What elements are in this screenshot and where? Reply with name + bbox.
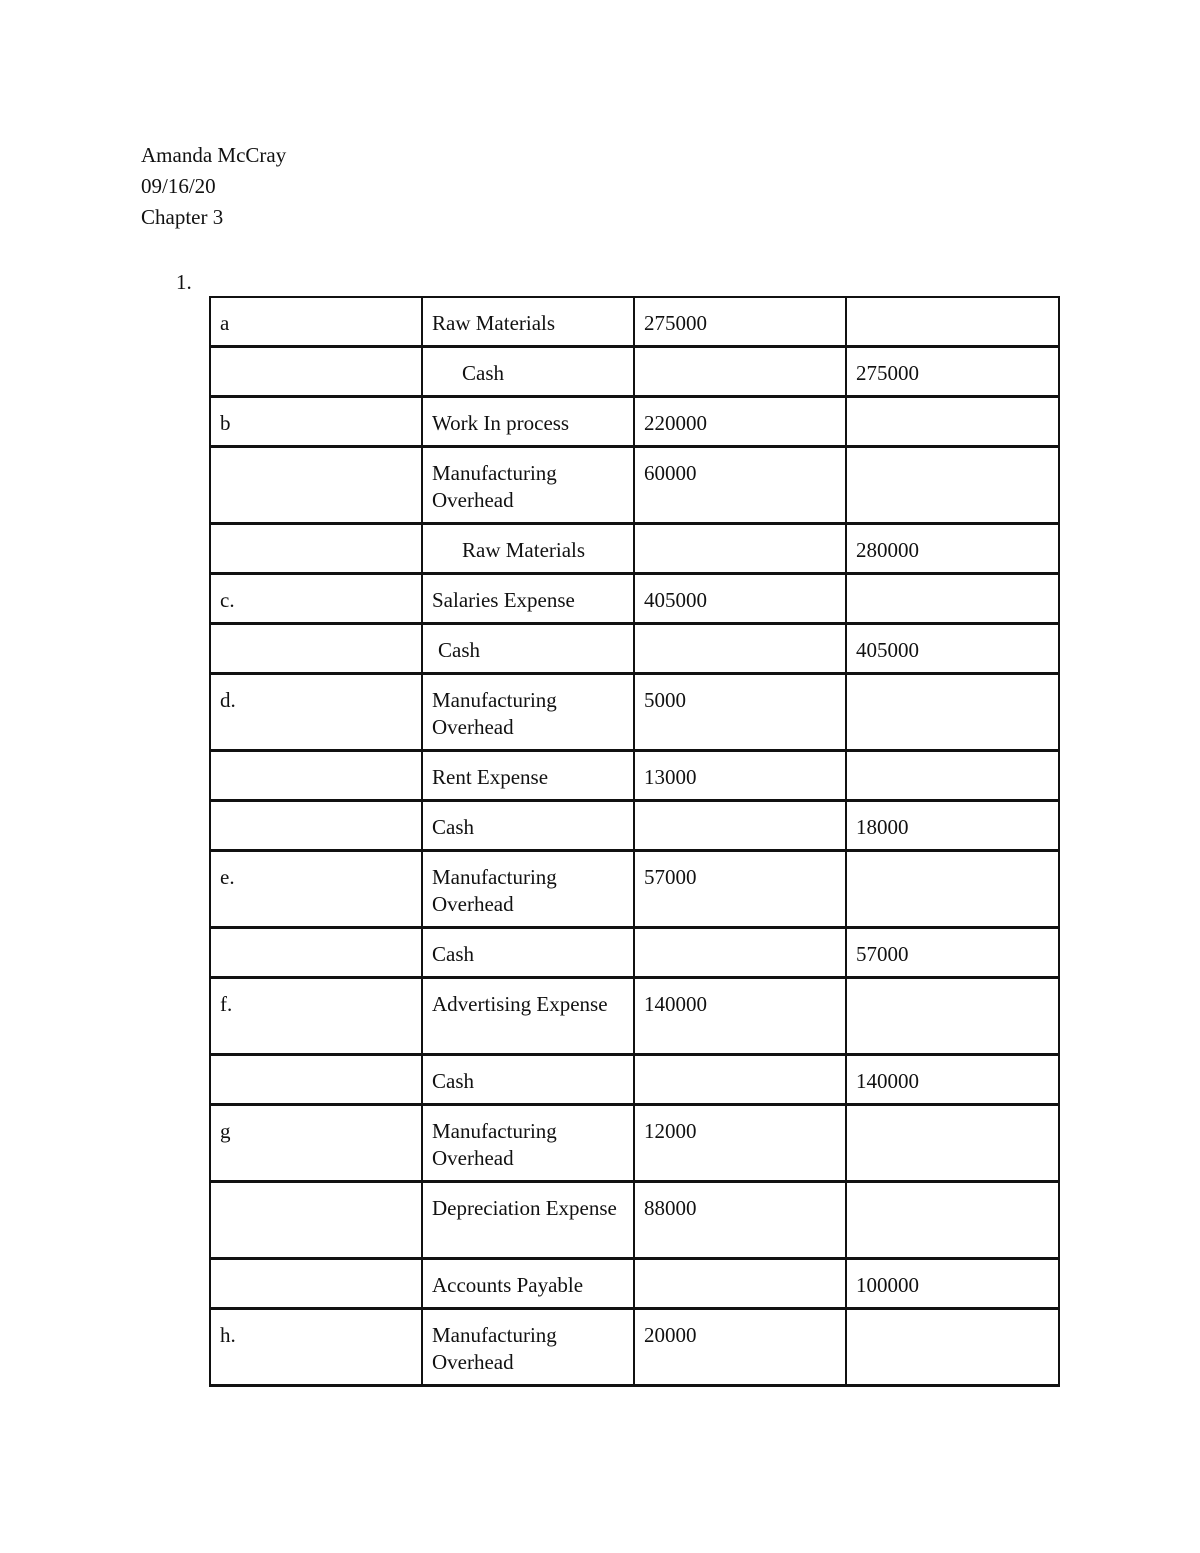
journal-row [210, 574, 1059, 624]
credit-amount-cell: 100000 [846, 1259, 1059, 1309]
entry-letter-cell [210, 1182, 422, 1259]
credit-amount-cell: 405000 [846, 624, 1059, 674]
journal-row [210, 1055, 1059, 1105]
account-name-cell [422, 624, 634, 674]
debit-amount-cell [634, 928, 846, 978]
debit-amount-cell [634, 1259, 846, 1309]
debit-amount-cell [634, 524, 846, 574]
credit-amount-cell [846, 1309, 1059, 1386]
debit-amount-cell: 13000 [634, 751, 846, 801]
credit-amount-cell [846, 397, 1059, 447]
debit-amount-cell: 140000 [634, 978, 846, 1055]
journal-row [210, 347, 1059, 397]
debit-amount-cell [634, 347, 846, 397]
entry-letter-cell: e. [210, 851, 422, 928]
credit-amount-cell [846, 851, 1059, 928]
journal-row [210, 297, 1059, 347]
entry-letter-cell [210, 624, 422, 674]
credit-amount-cell: 280000 [846, 524, 1059, 574]
account-name-cell [422, 347, 634, 397]
chapter-title: Chapter 3 [141, 205, 224, 229]
entry-letter-cell: b [210, 397, 422, 447]
debit-amount-cell [634, 1055, 846, 1105]
journal-row [210, 751, 1059, 801]
debit-amount-cell: 88000 [634, 1182, 846, 1259]
entry-letter-cell: f. [210, 978, 422, 1055]
account-name-cell: Accounts Payable [422, 1259, 634, 1309]
account-name-cell-text: Cash [462, 361, 504, 385]
debit-amount-cell: 275000 [634, 297, 846, 347]
journal-row [210, 397, 1059, 447]
credit-amount-cell: 140000 [846, 1055, 1059, 1105]
journal-row [210, 1105, 1059, 1182]
journal-row [210, 674, 1059, 751]
journal-row [210, 978, 1059, 1055]
account-name-cell: Cash [422, 928, 634, 978]
entry-letter-cell [210, 1259, 422, 1309]
journal-row [210, 447, 1059, 524]
entry-letter-cell: h. [210, 1309, 422, 1386]
entry-letter-cell [210, 801, 422, 851]
debit-amount-cell: 12000 [634, 1105, 846, 1182]
credit-amount-cell [846, 574, 1059, 624]
debit-amount-cell: 20000 [634, 1309, 846, 1386]
entry-letter-cell [210, 751, 422, 801]
account-name-cell: Manufacturing Overhead [422, 674, 634, 751]
entry-letter-cell: c. [210, 574, 422, 624]
document-header [141, 140, 286, 233]
account-name-cell: Cash [422, 801, 634, 851]
account-name-cell: Manufacturing Overhead [422, 851, 634, 928]
account-name-cell: Raw Materials [422, 297, 634, 347]
entry-letter-cell [210, 1055, 422, 1105]
journal-row [210, 524, 1059, 574]
problem-number: 1. [176, 270, 192, 294]
journal-row [210, 801, 1059, 851]
credit-amount-cell [846, 447, 1059, 524]
journal-row [210, 1182, 1059, 1259]
credit-amount-cell [846, 751, 1059, 801]
credit-amount-cell [846, 1182, 1059, 1259]
credit-amount-cell [846, 674, 1059, 751]
entry-letter-cell: a [210, 297, 422, 347]
entry-letter-cell [210, 524, 422, 574]
credit-amount-cell: 57000 [846, 928, 1059, 978]
account-name-cell: Rent Expense [422, 751, 634, 801]
account-name-cell: Manufacturing Overhead [422, 1309, 634, 1386]
credit-amount-cell [846, 297, 1059, 347]
credit-amount-cell [846, 1105, 1059, 1182]
entry-letter-cell: d. [210, 674, 422, 751]
journal-entries-table [209, 296, 1060, 1387]
account-name-cell: Work In process [422, 397, 634, 447]
journal-row [210, 928, 1059, 978]
author-name: Amanda McCray [141, 143, 287, 167]
account-name-cell-text: Cash [438, 638, 480, 662]
journal-row [210, 1259, 1059, 1309]
debit-amount-cell [634, 624, 846, 674]
debit-amount-cell: 5000 [634, 674, 846, 751]
entry-letter-cell [210, 928, 422, 978]
account-name-cell: Cash [422, 1055, 634, 1105]
entry-letter-cell [210, 347, 422, 397]
account-name-cell: Salaries Expense [422, 574, 634, 624]
debit-amount-cell: 405000 [634, 574, 846, 624]
account-name-cell: Manufacturing Overhead [422, 1105, 634, 1182]
account-name-cell: Advertising Expense [422, 978, 634, 1055]
account-name-cell-text: Raw Materials [462, 538, 586, 562]
debit-amount-cell [634, 801, 846, 851]
entry-letter-cell [210, 447, 422, 524]
account-name-cell [422, 524, 634, 574]
credit-amount-cell [846, 978, 1059, 1055]
credit-amount-cell: 18000 [846, 801, 1059, 851]
journal-row [210, 851, 1059, 928]
document-date: 09/16/20 [141, 174, 216, 198]
account-name-cell: Depreciation Expense [422, 1182, 634, 1259]
journal-row [210, 624, 1059, 674]
journal-row [210, 1309, 1059, 1386]
account-name-cell: Manufacturing Overhead [422, 447, 634, 524]
debit-amount-cell: 60000 [634, 447, 846, 524]
debit-amount-cell: 220000 [634, 397, 846, 447]
entry-letter-cell: g [210, 1105, 422, 1182]
credit-amount-cell: 275000 [846, 347, 1059, 397]
journal-table-body [210, 297, 1059, 1386]
debit-amount-cell: 57000 [634, 851, 846, 928]
